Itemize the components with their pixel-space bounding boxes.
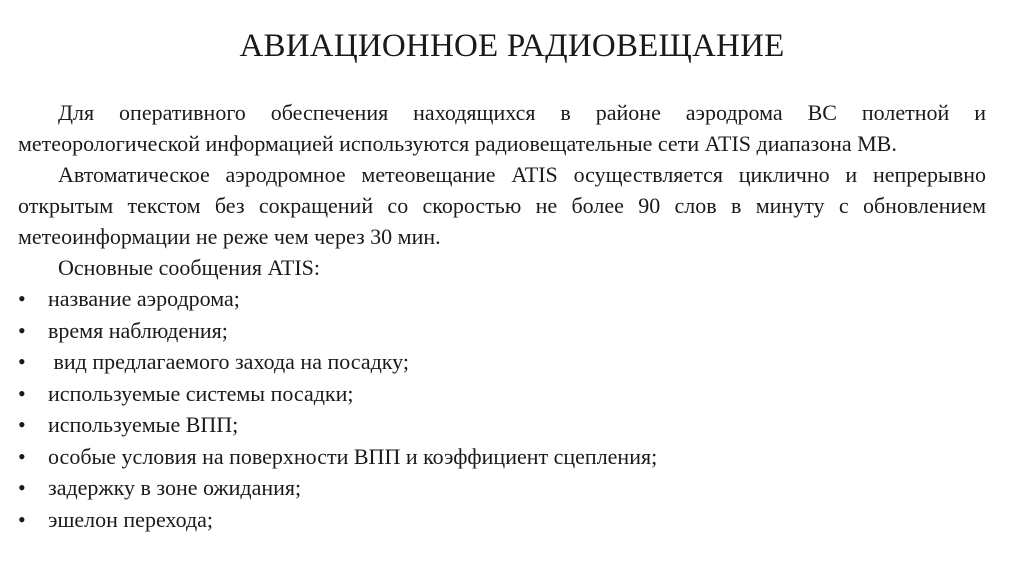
list-item-text: эшелон перехода; [48, 506, 214, 532]
list-item [18, 441, 986, 473]
list-item [18, 378, 986, 410]
paragraph-atis-broadcast: Автоматическое аэродромное метеовещание ATIS осуществляется циклично и непрерывно открытым текстом без сокращений со скоростью не более 90 слов в минуту с обновлением метеоинформации не реже чем через 30 мин. [18, 162, 986, 249]
list-item [18, 409, 986, 441]
list-item [18, 283, 986, 315]
bullet-icon: • [18, 380, 26, 406]
bullet-icon: • [18, 475, 26, 500]
bullet-icon: • [18, 443, 26, 469]
list-item-text: название аэродрома; [48, 286, 240, 311]
list-item-text: используемые ВПП; [48, 412, 239, 437]
bullet-icon: • [18, 506, 26, 532]
list-item-text: вид предлагаемого захода на посадку; [48, 349, 409, 374]
list-item [18, 315, 986, 347]
list-item-text: особые условия на поверхности ВПП и коэффициент сцепления; [48, 443, 658, 469]
bullet-icon: • [18, 286, 26, 311]
slide-body [18, 97, 986, 535]
list-heading: Основные сообщения ATIS: [58, 255, 321, 280]
bullet-icon: • [18, 317, 26, 343]
bullet-icon: • [18, 412, 26, 437]
list-item [18, 346, 986, 378]
slide-title: АВИАЦИОННОЕ РАДИОВЕЩАНИЕ [239, 28, 785, 64]
list-item [18, 472, 986, 504]
list-item-text: задержку в зоне ожидания; [48, 475, 302, 500]
list-item-text: время наблюдения; [48, 317, 228, 343]
list-item-text: используемые системы посадки; [48, 380, 354, 406]
atis-messages-list [18, 283, 986, 535]
bullet-icon: • [18, 349, 26, 374]
list-item [18, 504, 986, 536]
paragraph-atis-networks: Для оперативного обеспечения находящихся в районе аэродрома ВС полетной и метеорологической информацией используются радиовещательные сети ATIS диапазона МВ. [18, 100, 986, 156]
